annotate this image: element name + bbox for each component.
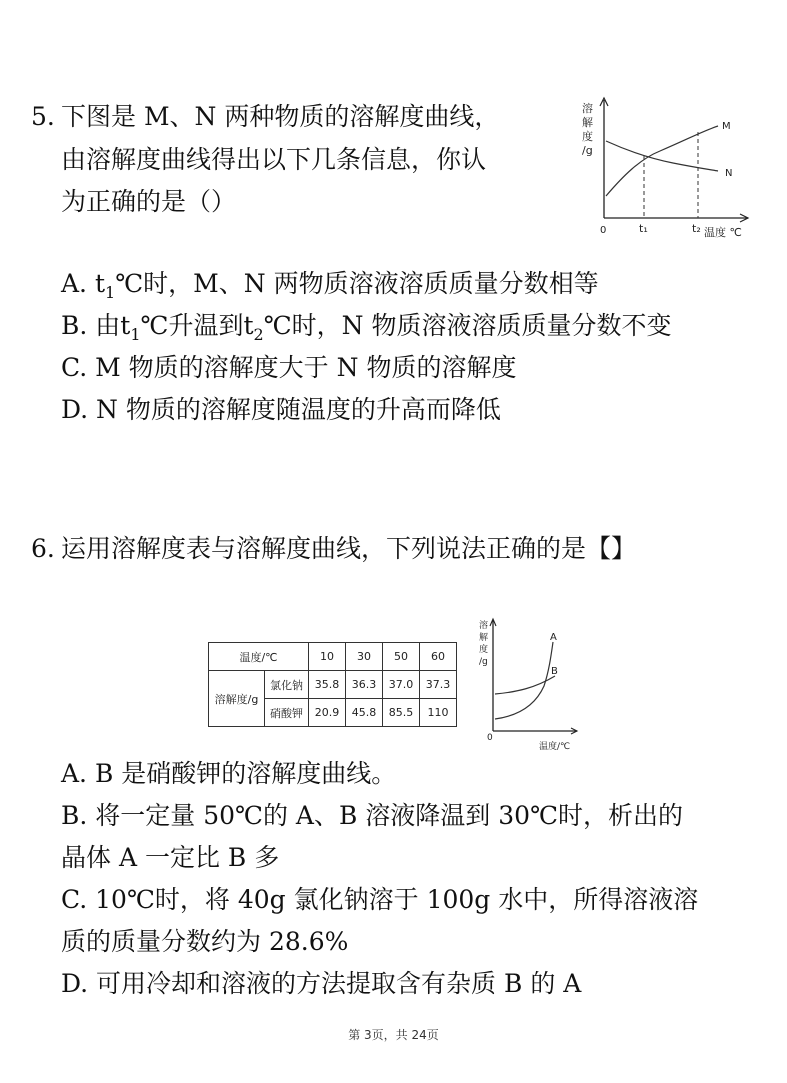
question-6-solubility-graph: [477, 616, 597, 756]
table-temp-cell: 30: [346, 643, 383, 671]
table-cell: 45.8: [346, 699, 383, 727]
question-5-option-c: C. M 物质的溶解度大于 N 物质的溶解度: [61, 353, 517, 382]
table-cell: 110: [420, 699, 457, 727]
q6-ylabel-char-3: 度: [479, 645, 489, 655]
q5-option-b-sub-1: 1: [130, 325, 141, 344]
page-footer: 第 3页，共 24页: [348, 1028, 439, 1042]
table-cell: 37.3: [420, 671, 457, 699]
q5-t2-label: t₂: [692, 222, 701, 235]
q6-ylabel-char-1: 溶: [479, 621, 489, 631]
q6-ylabel: [479, 619, 488, 667]
question-6-option-a: A. B 是硝酸钾的溶解度曲线。: [61, 759, 397, 788]
table-temp-cell: 50: [383, 643, 420, 671]
q5-curve-n-label: N: [725, 168, 733, 179]
q5-option-a-text-1: A. t: [61, 269, 105, 298]
question-5-option-d: D. N 物质的溶解度随温度的升高而降低: [61, 395, 501, 424]
table-cell: 35.8: [309, 671, 346, 699]
question-5-stem-line-1: 下图是 M、N 两种物质的溶解度曲线，: [61, 102, 500, 131]
question-6-stem: 运用溶解度表与溶解度曲线，下列说法正确的是【】: [61, 534, 637, 563]
question-5-stem-line-2: 由溶解度曲线得出以下几条信息，你认: [61, 145, 487, 174]
q5-origin-label: 0: [600, 225, 607, 236]
q5-ylabel-char-3: 度: [582, 130, 593, 143]
question-6-number: 6.: [31, 534, 55, 563]
table-header-row: [209, 643, 457, 671]
solubility-table: [208, 642, 457, 727]
question-6-option-d: D. 可用冷却和溶液的方法提取含有杂质 B 的 A: [61, 969, 582, 998]
q5-option-a-text-2: ℃时，M、N 两物质溶液溶质质量分数相等: [115, 269, 599, 298]
q5-ylabel-char-1: 溶: [582, 102, 593, 115]
table-temp-cell: 60: [420, 643, 457, 671]
q5-curve-n: [606, 141, 718, 171]
table-cell: 20.9: [309, 699, 346, 727]
question-6-option-b-line-2: 晶体 A 一定比 B 多: [61, 843, 280, 872]
q5-option-b-text-2: ℃升温到t: [140, 311, 254, 340]
question-5-solubility-graph: [578, 96, 758, 246]
q5-curve-m-label: M: [722, 121, 731, 132]
q6-ylabel-char-2: 解: [479, 633, 489, 643]
question-6-option-c-line-2: 质的质量分数约为 28.6%: [61, 927, 349, 956]
q5-ylabel-char-2: 解: [582, 116, 593, 129]
question-5-number: 5.: [31, 102, 55, 131]
q5-option-a-sub: 1: [105, 283, 116, 302]
q5-option-b-text-3: ℃时，N 物质溶液溶质质量分数不变: [263, 311, 672, 340]
table-header-label: 温度/℃: [209, 643, 309, 671]
q6-origin-label: 0: [487, 733, 493, 743]
question-5-stem-line-3: 为正确的是（）: [61, 187, 237, 216]
q6-curve-a-label: A: [550, 632, 557, 643]
q5-option-b-text-1: B. 由t: [61, 311, 131, 340]
q5-xlabel: 温度 ℃: [704, 226, 742, 239]
table-cell: 85.5: [383, 699, 420, 727]
table-substance-name: 氯化钠: [265, 671, 309, 699]
q6-ylabel-char-4: /g: [479, 657, 488, 667]
question-6-option-b-line-1: B. 将一定量 50℃的 A、B 溶液降温到 30℃时，析出的: [61, 801, 684, 830]
table-row: [209, 671, 457, 699]
q6-curve-b-label: B: [551, 666, 558, 677]
table-cell: 36.3: [346, 671, 383, 699]
table-cell: 37.0: [383, 671, 420, 699]
table-substance-name: 硝酸钾: [265, 699, 309, 727]
q5-option-b-sub-2: 2: [253, 325, 264, 344]
question-6-option-c-line-1: C. 10℃时，将 40g 氯化钠溶于 100g 水中，所得溶液溶: [61, 885, 699, 914]
q5-ylabel-char-4: /g: [582, 144, 593, 157]
q6-curve-a: [495, 642, 553, 719]
question-5-option-a: [61, 269, 599, 302]
table-temp-cell: 10: [309, 643, 346, 671]
q5-ylabel: [582, 101, 593, 157]
q6-xlabel: 温度/℃: [539, 742, 571, 752]
table-row-label: 溶解度/g: [209, 671, 265, 727]
question-5-option-b: [61, 311, 672, 344]
q5-t1-label: t₁: [639, 222, 648, 235]
